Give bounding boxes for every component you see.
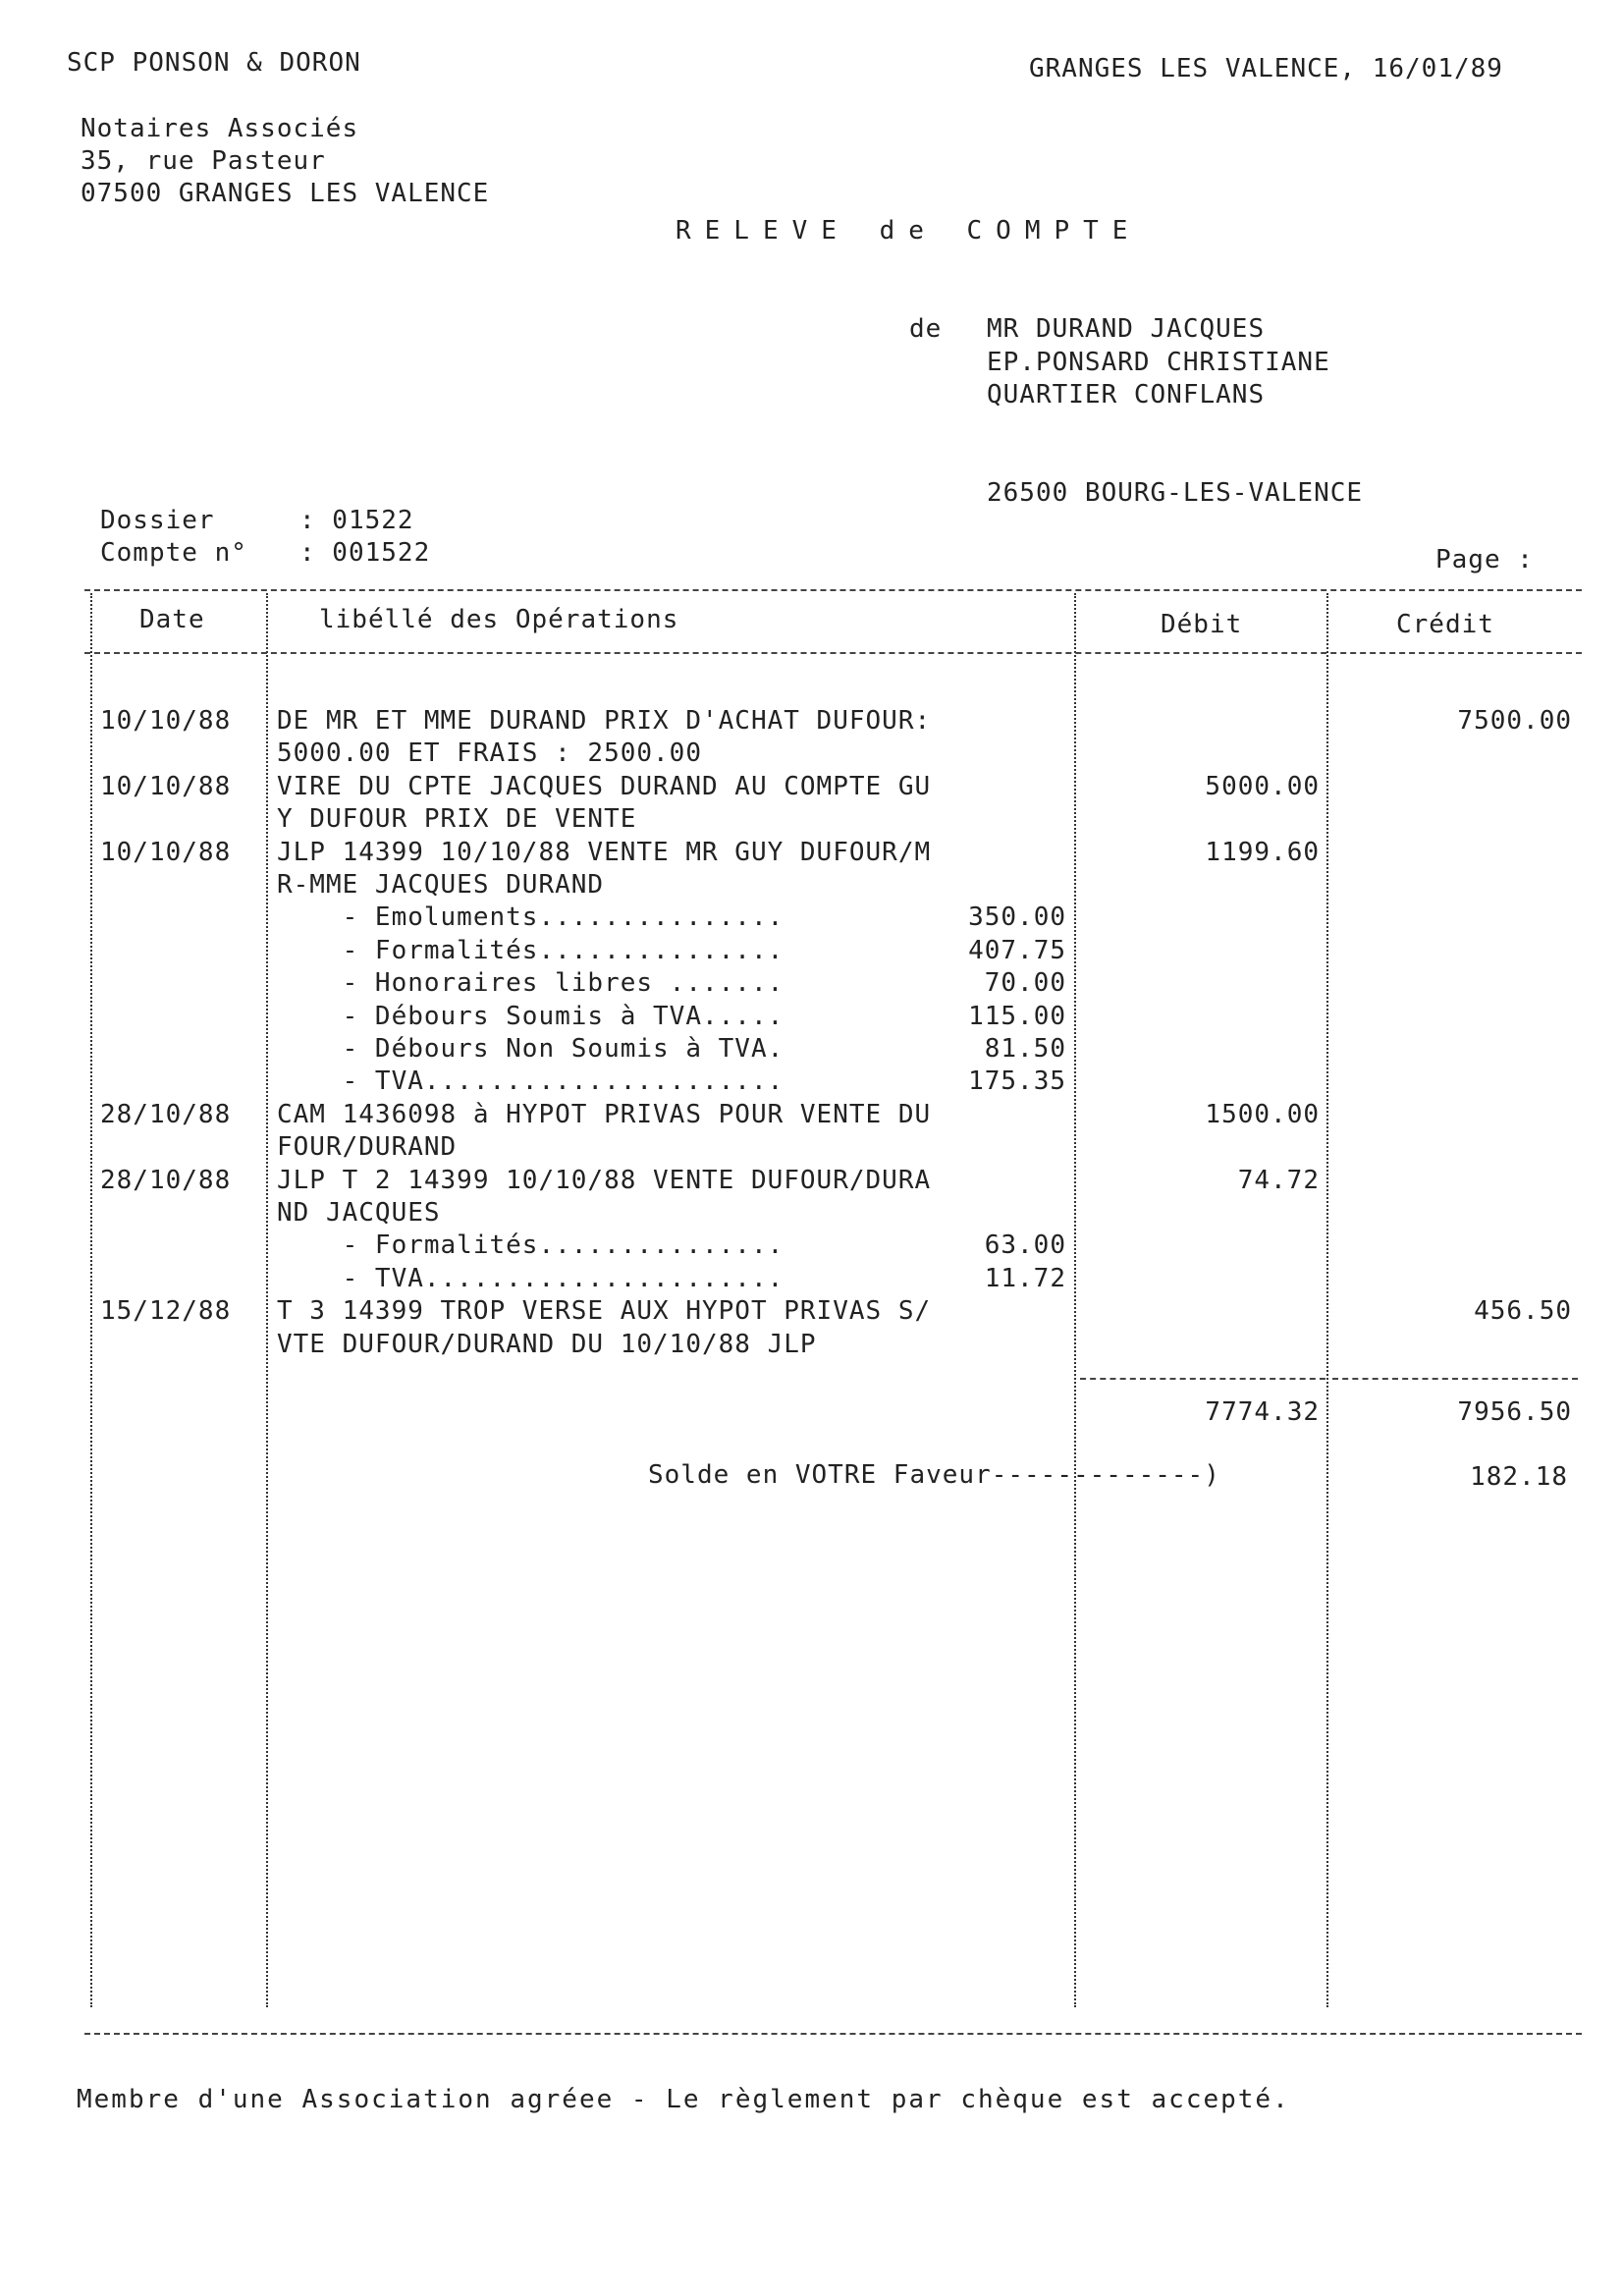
row-text: Y DUFOUR PRIX DE VENTE	[277, 804, 637, 834]
dossier-value: : 01522	[299, 506, 414, 535]
header-credit: Crédit	[1396, 610, 1494, 639]
row-text: T 3 14399 TROP VERSE AUX HYPOT PRIVAS S/	[277, 1296, 932, 1326]
row-detail-amount: 350.00	[968, 902, 1066, 932]
column-divider-debit	[1326, 593, 1328, 2007]
row-text: ND JACQUES	[277, 1198, 441, 1228]
row-detail-amount: 81.50	[984, 1034, 1066, 1064]
client-line-3: QUARTIER CONFLANS	[987, 380, 1266, 410]
table-left-border	[90, 593, 92, 2007]
row-text: JLP 14399 10/10/88 VENTE MR GUY DUFOUR/M	[277, 838, 932, 867]
place-date: GRANGES LES VALENCE, 16/01/89	[1029, 54, 1503, 83]
row-date: 10/10/88	[100, 772, 232, 801]
row-debit: 74.72	[1237, 1166, 1320, 1195]
total-credit: 7956.50	[1457, 1397, 1572, 1427]
row-detail-amount: 407.75	[968, 936, 1066, 965]
row-text: - TVA......................	[277, 1264, 784, 1293]
column-divider-date	[266, 593, 268, 2007]
firm-name: SCP PONSON & DORON	[67, 48, 361, 78]
compte-value: : 001522	[299, 538, 431, 568]
column-divider-libelle	[1074, 593, 1076, 2007]
row-debit: 1500.00	[1205, 1100, 1320, 1129]
row-text: - Débours Non Soumis à TVA.	[277, 1034, 784, 1064]
row-text: VTE DUFOUR/DURAND DU 10/10/88 JLP	[277, 1330, 817, 1359]
address-line-2: 35, rue Pasteur	[81, 146, 326, 176]
row-credit: 7500.00	[1457, 706, 1572, 736]
totals-rule-debit	[1080, 1378, 1325, 1380]
balance-label: Solde en VOTRE Faveur-------------)	[648, 1460, 1220, 1490]
row-text: CAM 1436098 à HYPOT PRIVAS POUR VENTE DU	[277, 1100, 932, 1129]
row-date: 15/12/88	[100, 1296, 232, 1326]
row-debit: 1199.60	[1205, 838, 1320, 867]
totals-rule-credit	[1332, 1378, 1578, 1380]
row-text: - TVA......................	[277, 1066, 784, 1096]
row-detail-amount: 175.35	[968, 1066, 1066, 1096]
total-debit: 7774.32	[1205, 1397, 1320, 1427]
header-libelle: libéllé des Opérations	[319, 605, 679, 634]
row-text: - Débours Soumis à TVA.....	[277, 1002, 784, 1031]
row-text: - Emoluments...............	[277, 902, 784, 932]
client-line-4: 26500 BOURG-LES-VALENCE	[987, 478, 1364, 508]
header-date: Date	[139, 605, 205, 634]
row-debit: 5000.00	[1205, 772, 1320, 801]
row-date: 28/10/88	[100, 1166, 232, 1195]
row-text: VIRE DU CPTE JACQUES DURAND AU COMPTE GU	[277, 772, 932, 801]
document-title: RELEVE de COMPTE	[676, 216, 1142, 246]
row-text: - Formalités...............	[277, 1230, 784, 1260]
compte-label: Compte n°	[100, 538, 247, 568]
row-text: JLP T 2 14399 10/10/88 VENTE DUFOUR/DURA	[277, 1166, 932, 1195]
client-prefix: de	[909, 314, 943, 344]
table-bottom-rule	[84, 2033, 1582, 2035]
row-detail-amount: 115.00	[968, 1002, 1066, 1031]
row-detail-amount: 11.72	[984, 1264, 1066, 1293]
row-date: 10/10/88	[100, 838, 232, 867]
row-credit: 456.50	[1474, 1296, 1572, 1326]
row-date: 10/10/88	[100, 706, 232, 736]
client-line-1: MR DURAND JACQUES	[987, 314, 1266, 344]
balance-value: 182.18	[1470, 1462, 1568, 1492]
dossier-label: Dossier	[100, 506, 215, 535]
address-line-1: Notaires Associés	[81, 114, 359, 143]
table-top-rule	[84, 589, 1582, 591]
row-text: DE MR ET MME DURAND PRIX D'ACHAT DUFOUR:	[277, 706, 932, 736]
footer-note: Membre d'une Association agréee - Le règlement par chèque est accepté.	[77, 2085, 1290, 2114]
table-header-rule	[84, 652, 1582, 654]
row-text: - Formalités...............	[277, 936, 784, 965]
client-line-2: EP.PONSARD CHRISTIANE	[987, 348, 1330, 377]
row-text: R-MME JACQUES DURAND	[277, 870, 605, 900]
row-date: 28/10/88	[100, 1100, 232, 1129]
address-line-3: 07500 GRANGES LES VALENCE	[81, 179, 490, 208]
header-debit: Débit	[1161, 610, 1243, 639]
row-text: 5000.00 ET FRAIS : 2500.00	[277, 738, 702, 768]
row-text: FOUR/DURAND	[277, 1132, 458, 1162]
page-label: Page :	[1435, 545, 1534, 574]
row-detail-amount: 63.00	[984, 1230, 1066, 1260]
row-text: - Honoraires libres .......	[277, 968, 784, 998]
row-detail-amount: 70.00	[984, 968, 1066, 998]
